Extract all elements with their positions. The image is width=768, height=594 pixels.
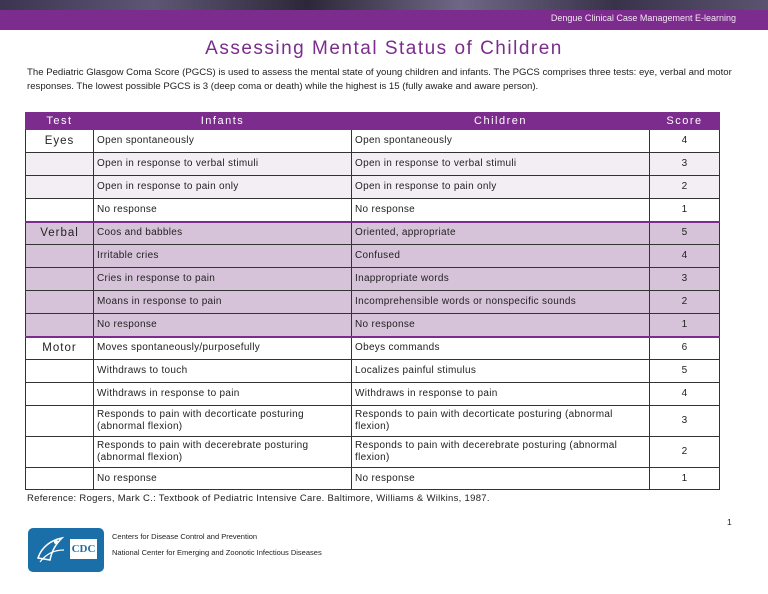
- cdc-logo-text: CDC: [70, 539, 97, 559]
- course-title: Dengue Clinical Case Management E-learning: [550, 13, 736, 23]
- infants-cell: Open in response to pain only: [94, 176, 352, 199]
- children-cell: Inappropriate words: [352, 268, 650, 291]
- score-cell: 1: [650, 314, 720, 337]
- score-cell: 2: [650, 176, 720, 199]
- children-cell: No response: [352, 468, 650, 490]
- infants-cell: Open spontaneously: [94, 130, 352, 153]
- cdc-logo: [28, 528, 104, 572]
- infants-cell: No response: [94, 468, 352, 490]
- header-children: Children: [352, 113, 650, 130]
- infants-cell: Moves spontaneously/purposefully: [94, 337, 352, 360]
- test-label-eyes: Eyes: [26, 130, 94, 153]
- footer-org-name: Centers for Disease Control and Prevention: [112, 532, 258, 541]
- infants-cell: Open in response to verbal stimuli: [94, 153, 352, 176]
- page-title: Assessing Mental Status of Children: [205, 38, 563, 59]
- table-row: [26, 176, 720, 199]
- table-row: [26, 153, 720, 176]
- header-infants: Infants: [94, 113, 352, 130]
- score-cell: 6: [650, 337, 720, 360]
- score-cell: 5: [650, 360, 720, 383]
- children-cell: Oriented, appropriate: [352, 222, 650, 245]
- test-label-motor: Motor: [26, 337, 94, 360]
- test-cell: [26, 437, 94, 468]
- infants-cell: Responds to pain with decerebrate posturing (abnormal flexion): [94, 437, 352, 468]
- score-cell: 3: [650, 268, 720, 291]
- infants-cell: Withdraws to touch: [94, 360, 352, 383]
- hhs-eagle-icon: [30, 528, 70, 572]
- table-row: [26, 406, 720, 437]
- infants-cell: No response: [94, 199, 352, 222]
- children-cell: Responds to pain with decerebrate posturing (abnormal flexion): [352, 437, 650, 468]
- score-cell: 4: [650, 383, 720, 406]
- infants-cell: Irritable cries: [94, 245, 352, 268]
- children-cell: Localizes painful stimulus: [352, 360, 650, 383]
- test-cell: [26, 360, 94, 383]
- score-cell: 2: [650, 437, 720, 468]
- children-cell: Responds to pain with decorticate posturing (abnormal flexion): [352, 406, 650, 437]
- table-row: [26, 314, 720, 337]
- infants-cell: Cries in response to pain: [94, 268, 352, 291]
- children-cell: Withdraws in response to pain: [352, 383, 650, 406]
- table-row: [26, 130, 720, 153]
- footer-center-name: National Center for Emerging and Zoonotic Infectious Diseases: [112, 548, 322, 557]
- score-cell: 3: [650, 153, 720, 176]
- score-cell: 3: [650, 406, 720, 437]
- infants-cell: Withdraws in response to pain: [94, 383, 352, 406]
- table-header-row: [26, 113, 720, 130]
- score-cell: 1: [650, 468, 720, 490]
- children-cell: Incomprehensible words or nonspecific sounds: [352, 291, 650, 314]
- infants-cell: Coos and babbles: [94, 222, 352, 245]
- children-cell: Confused: [352, 245, 650, 268]
- page-number: 1: [727, 517, 732, 527]
- children-cell: No response: [352, 199, 650, 222]
- children-cell: Open spontaneously: [352, 130, 650, 153]
- infants-cell: No response: [94, 314, 352, 337]
- header-test: Test: [26, 113, 94, 130]
- test-cell: [26, 314, 94, 337]
- infants-cell: Responds to pain with decorticate posturing (abnormal flexion): [94, 406, 352, 437]
- test-cell: [26, 176, 94, 199]
- table-row: [26, 468, 720, 490]
- test-cell: [26, 268, 94, 291]
- table-row: [26, 245, 720, 268]
- score-cell: 4: [650, 130, 720, 153]
- children-cell: Open in response to pain only: [352, 176, 650, 199]
- table-row: [26, 437, 720, 468]
- children-cell: No response: [352, 314, 650, 337]
- test-cell: [26, 468, 94, 490]
- test-cell: [26, 406, 94, 437]
- score-cell: 2: [650, 291, 720, 314]
- pgcs-table: [25, 112, 720, 490]
- header-score: Score: [650, 113, 720, 130]
- test-cell: [26, 245, 94, 268]
- children-cell: Obeys commands: [352, 337, 650, 360]
- score-cell: 4: [650, 245, 720, 268]
- table-row: [26, 222, 720, 245]
- table-row: [26, 337, 720, 360]
- children-cell: Open in response to verbal stimuli: [352, 153, 650, 176]
- table-row: [26, 383, 720, 406]
- score-cell: 1: [650, 199, 720, 222]
- table-row: [26, 268, 720, 291]
- table-row: [26, 360, 720, 383]
- test-label-verbal: Verbal: [26, 222, 94, 245]
- infants-cell: Moans in response to pain: [94, 291, 352, 314]
- header-banner-image: [0, 0, 768, 10]
- table-row: [26, 291, 720, 314]
- header-bar: [0, 10, 768, 30]
- intro-paragraph: The Pediatric Glasgow Coma Score (PGCS) is used to assess the mental state of young children and infants. The PGCS comprises three tests: eye, verbal and motor responses. The lowest possible PGCS is 3 (deep coma or death) while the highest is 15 (fully awake and aware person).: [27, 67, 732, 92]
- score-cell: 5: [650, 222, 720, 245]
- reference-citation: Reference: Rogers, Mark C.: Textbook of Pediatric Intensive Care. Baltimore, Williams & Wilkins, 1987.: [27, 493, 490, 504]
- test-cell: [26, 199, 94, 222]
- test-cell: [26, 153, 94, 176]
- test-cell: [26, 383, 94, 406]
- test-cell: [26, 291, 94, 314]
- table-row: [26, 199, 720, 222]
